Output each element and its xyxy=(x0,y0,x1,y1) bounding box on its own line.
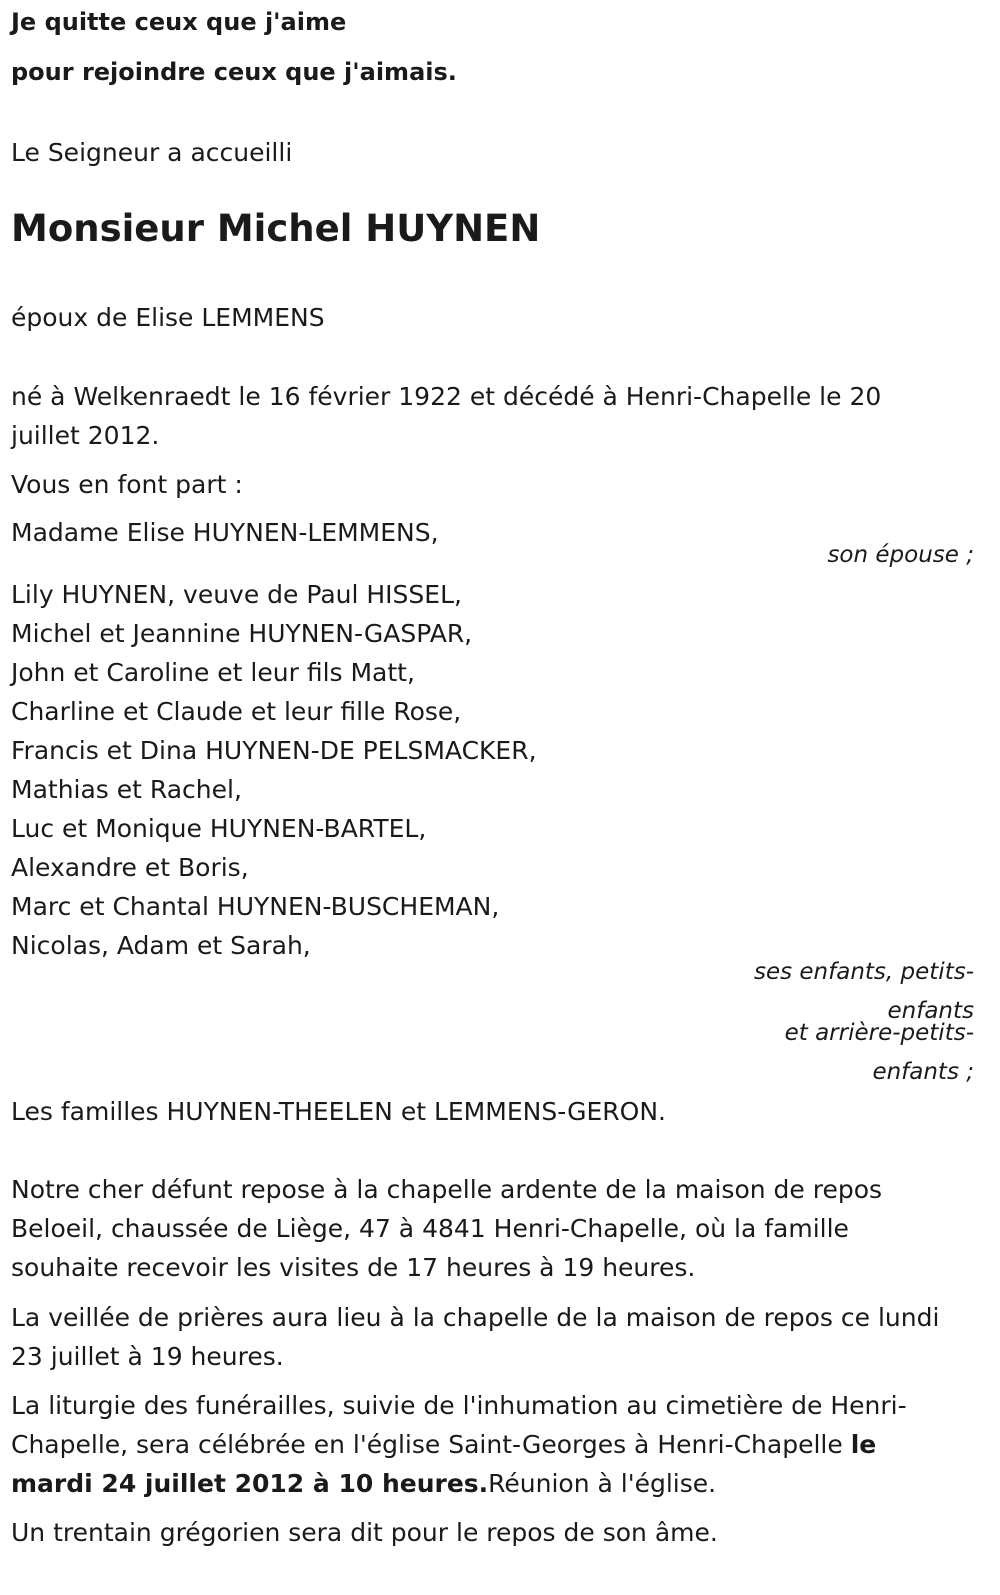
announce-text: Vous en font part : xyxy=(11,470,243,499)
liturgy-text: Chapelle, sera célébrée en l'église Saint-Georges à Henri-Chapelle xyxy=(11,1430,851,1459)
birth-death-line: juillet 2012. xyxy=(11,421,160,450)
list-item: Luc et Monique HUYNEN-BARTEL, xyxy=(11,814,427,843)
repose-paragraph xyxy=(11,1170,981,1287)
spouse-line: époux de Elise LEMMENS xyxy=(11,303,325,332)
list-item: Francis et Dina HUYNEN-DE PELSMACKER, xyxy=(11,736,537,765)
liturgy-line-2 xyxy=(11,1425,981,1464)
trentain-line: Un trentain grégorien sera dit pour le repos de son âme. xyxy=(11,1518,718,1547)
deceased-name: Monsieur Michel HUYNEN xyxy=(11,207,541,250)
epigraph-line-2: pour rejoindre ceux que j'aimais. xyxy=(11,58,457,86)
children-role-line-4: enfants ; xyxy=(872,1059,974,1085)
list-item: Charline et Claude et leur fille Rose, xyxy=(11,697,462,726)
list-item: Alexandre et Boris, xyxy=(11,853,249,882)
repose-line: souhaite recevoir les visites de 17 heures à 19 heures. xyxy=(11,1253,696,1282)
liturgy-text: Réunion à l'église. xyxy=(488,1469,717,1498)
list-item: Michel et Jeannine HUYNEN-GASPAR, xyxy=(11,619,473,648)
children-list xyxy=(11,575,981,965)
list-item: Lily HUYNEN, veuve de Paul HISSEL, xyxy=(11,580,462,609)
liturgy-paragraph xyxy=(11,1386,981,1503)
epigraph-line-1: Je quitte ceux que j'aime xyxy=(11,8,347,36)
list-item: John et Caroline et leur fils Matt, xyxy=(11,658,415,687)
liturgy-date-bold: mardi 24 juillet 2012 à 10 heures. xyxy=(11,1469,489,1498)
spouse-role: son épouse ; xyxy=(827,542,974,568)
birth-death-line: né à Welkenraedt le 16 février 1922 et décédé à Henri-Chapelle le 20 xyxy=(11,382,882,411)
families-line: Les familles HUYNEN-THEELEN et LEMMENS-GERON. xyxy=(11,1097,666,1126)
children-role-line-1: ses enfants, petits- xyxy=(753,959,974,985)
liturgy-line-1: La liturgie des funérailles, suivie de l'inhumation au cimetière de Henri- xyxy=(11,1391,907,1420)
list-item: Marc et Chantal HUYNEN-BUSCHEMAN, xyxy=(11,892,500,921)
vigil-paragraph xyxy=(11,1298,981,1376)
spouse-name: Madame Elise HUYNEN-LEMMENS, xyxy=(11,518,439,547)
children-role-line-2: enfants xyxy=(887,998,974,1024)
children-role-line-3: et arrière-petits- xyxy=(784,1020,974,1046)
list-item: Mathias et Rachel, xyxy=(11,775,242,804)
repose-line: Beloeil, chaussée de Liège, 47 à 4841 Henri-Chapelle, où la famille xyxy=(11,1214,849,1243)
vigil-line: La veillée de prières aura lieu à la chapelle de la maison de repos ce lundi xyxy=(11,1303,940,1332)
liturgy-date-bold: le xyxy=(850,1430,877,1459)
liturgy-line-3 xyxy=(11,1464,981,1503)
birth-death-paragraph xyxy=(11,377,981,455)
vigil-line: 23 juillet à 19 heures. xyxy=(11,1342,284,1371)
list-item: Nicolas, Adam et Sarah, xyxy=(11,931,311,960)
intro-text: Le Seigneur a accueilli xyxy=(11,138,293,167)
repose-line: Notre cher défunt repose à la chapelle ardente de la maison de repos xyxy=(11,1175,883,1204)
